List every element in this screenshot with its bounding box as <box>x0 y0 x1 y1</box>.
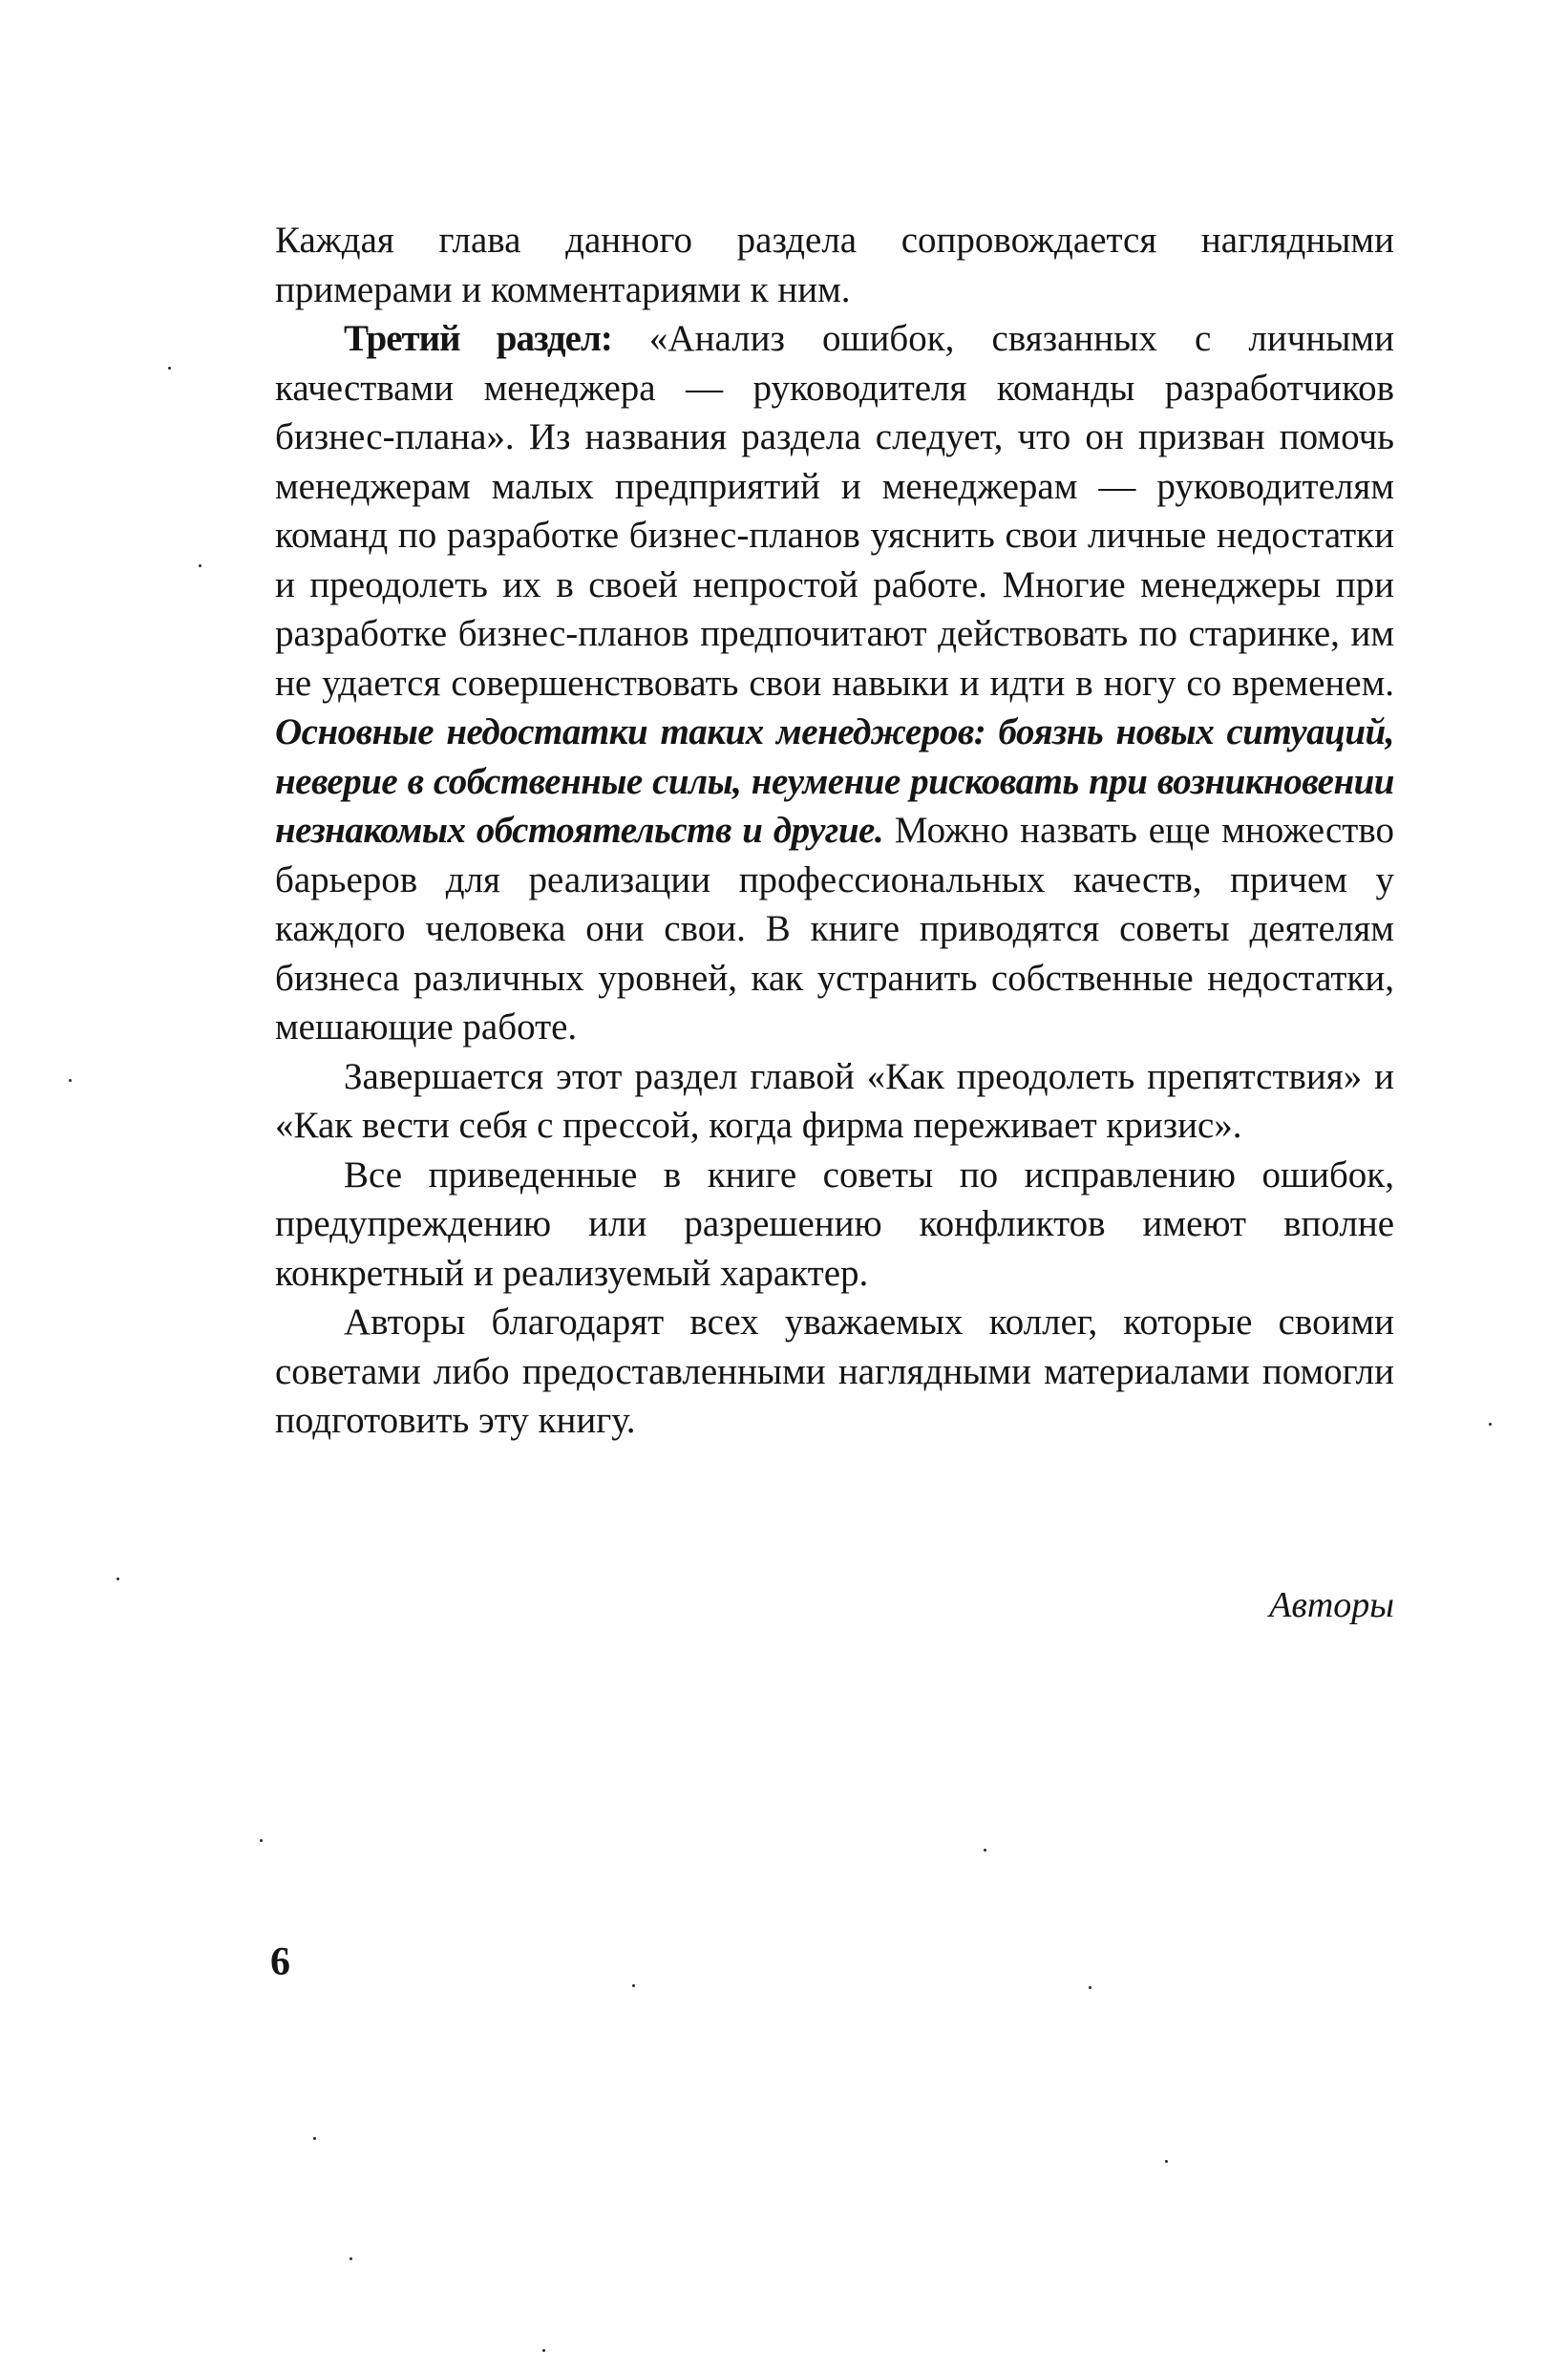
paragraph-intro-continuation: Каждая глава данного раздела сопровождается наглядными примерами и комментариями к ним. <box>275 220 1394 310</box>
paragraph-third-section-text-after: Можно назвать еще множество барьеров для реализации профессиональных качеств, причем у каждого человека они свои. В книге приводятся советы деятелям бизнеса различных уровней, как устранить собственные недостатки, мешающие работе. <box>275 810 1394 1048</box>
scan-speck <box>984 1849 986 1852</box>
scan-speck <box>260 1839 263 1842</box>
scan-speck <box>69 1079 72 1082</box>
scan-speck <box>117 1577 119 1580</box>
page-body-text <box>275 216 1394 1446</box>
scan-speck <box>168 367 171 370</box>
scan-speck <box>1489 1423 1492 1426</box>
scan-speck <box>1089 1986 1091 1989</box>
scan-speck <box>350 2257 352 2260</box>
page-number: 6 <box>270 1940 290 1984</box>
paragraph-third-section-text-before: «Анализ ошибок, связанных с личными качествами менеджера — руководителя команды разработчиков бизнес-плана». Из названия раздела следует, что он призван помочь менеджерам малых предприятий и менеджерам — руководителям команд по разработке бизнес-планов уяснить свои личные недостатки и преодолеть их в своей непростой работе. Многие менеджеры при разработке бизнес-планов предпочитают действовать по старинке, им не удается совершенствовать свои навыки и идти в ногу со временем. <box>275 318 1394 704</box>
emphasized-passage: Основные недостатки таких менеджеров: боязнь новых ситуаций, неверие в собственные силы, неумение рисковать при возникновении незнакомых обстоятельств и другие. <box>275 711 1394 851</box>
authors-signature: Авторы <box>1269 1585 1394 1625</box>
scan-speck <box>1165 2160 1168 2163</box>
scan-speck <box>542 2349 545 2352</box>
paragraph-third-section <box>275 314 1394 1052</box>
scan-speck <box>199 564 201 567</box>
paragraph-acknowledgements: Авторы благодарят всех уважаемых коллег, которые своими советами либо предоставленными наглядными материалами помогли подготовить эту книгу. <box>275 1302 1394 1441</box>
paragraph-section-ending: Завершается этот раздел главой «Как преодолеть препятствия» и «Как вести себя с прессой, когда фирма переживает кризис». <box>275 1055 1394 1146</box>
scan-speck <box>313 2137 316 2140</box>
section-lead-in: Третий раздел: <box>344 318 612 359</box>
scan-speck <box>632 1984 635 1987</box>
paragraph-advice-summary: Все приведенные в книге советы по исправлению ошибок, предупреждению или разрешению конфликтов имеют вполне конкретный и реализуемый характер. <box>275 1154 1394 1294</box>
